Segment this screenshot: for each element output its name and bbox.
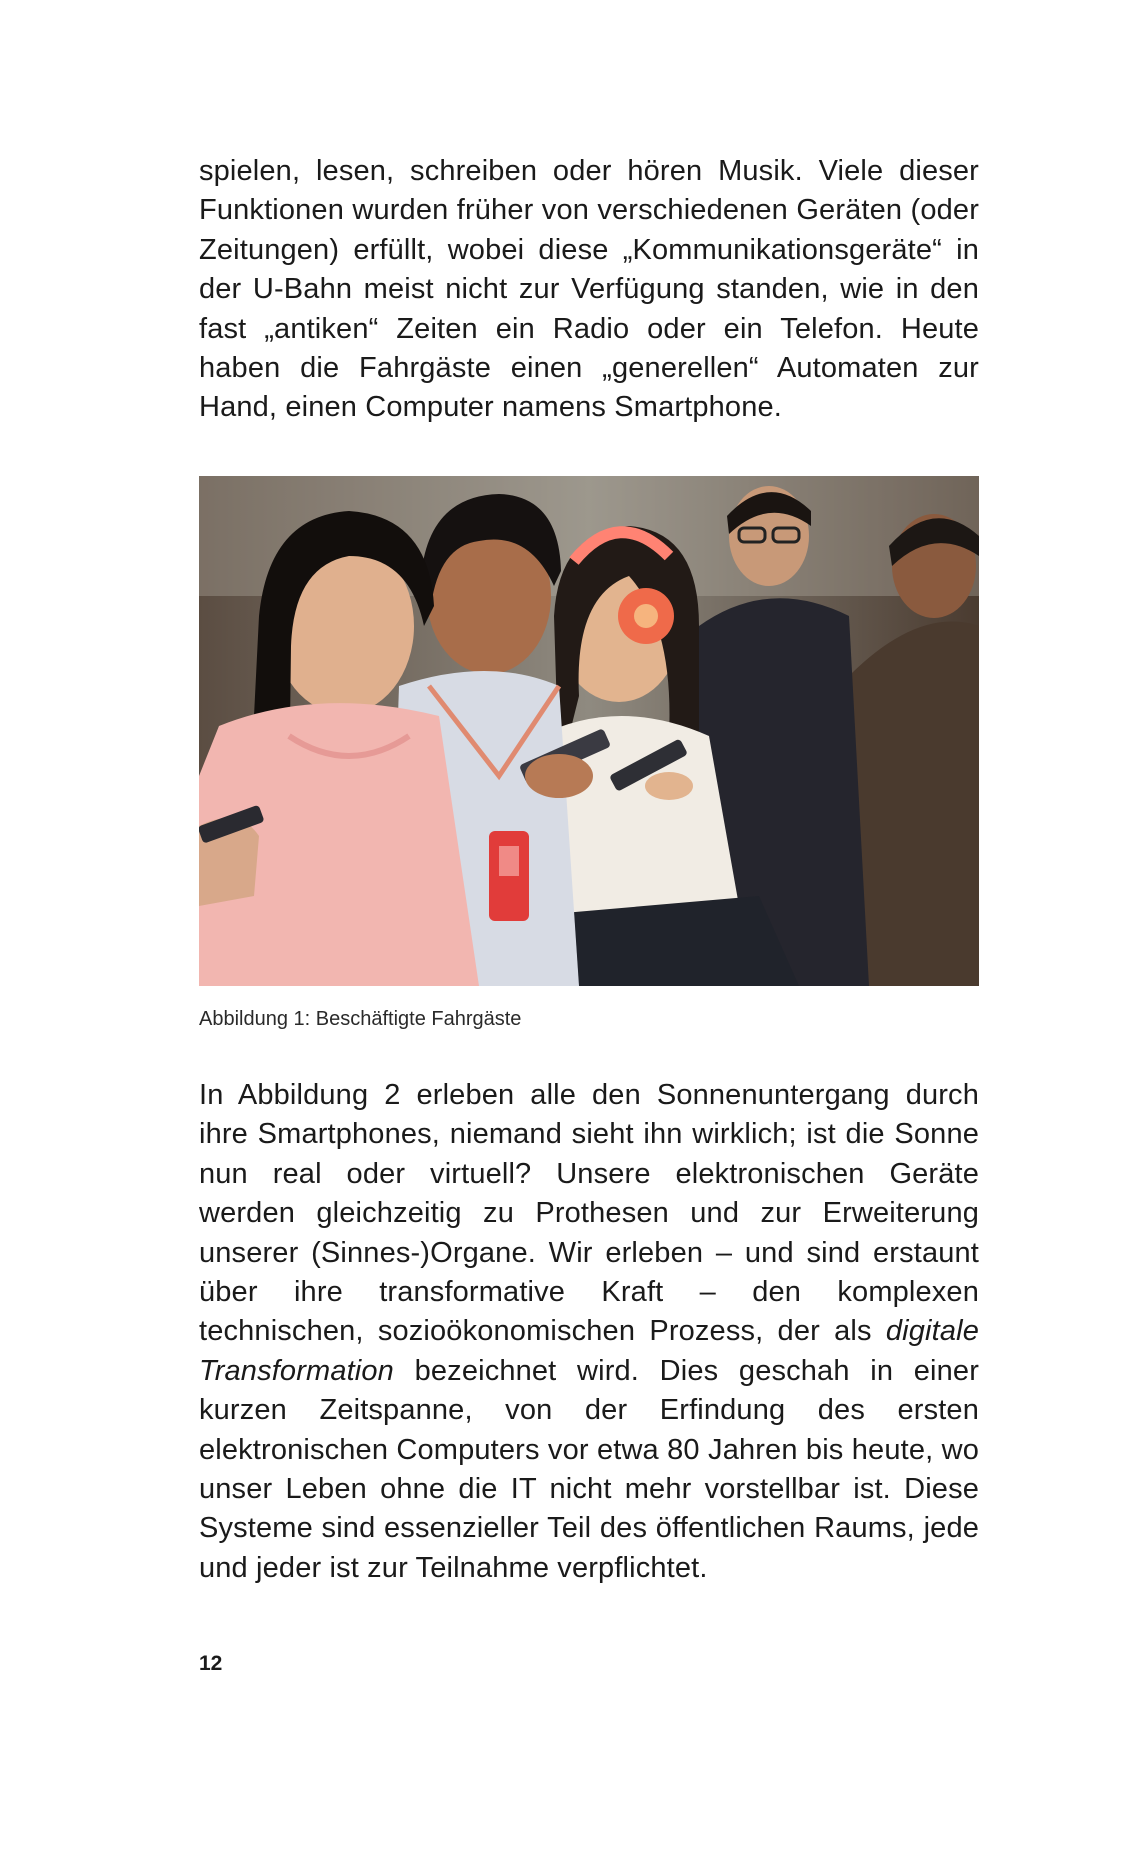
page-number: 12	[199, 1652, 223, 1675]
paragraph-2-text-start: In Abbildung 2 erleben alle den Sonnenuntergang durch ihre Smartphones, niemand sieht ihn wirklich; ist die Sonne nun real oder virtuell? Unsere elektronischen Geräte werden gleichzeitig zu Prothesen und zur Erweiterung unserer (Sinnes-)Organe. Wir erleben – und sind erstaunt über ihre transformative Kraft – den komplexen technischen, sozioökonomischen Prozess, der als	[199, 1079, 979, 1348]
body-paragraph-2	[199, 1076, 979, 1588]
paragraph-2-text-end: bezeichnet wird. Dies geschah in einer kurzen Zeitspanne, von der Erfindung des ersten elektronischen Computers vor etwa 80 Jahren bis heute, wo unser Leben ohne die IT nicht mehr vorstellbar ist. Diese Systeme sind essenzieller Teil des öffentlichen Raums, jede und jeder ist zur Teilnahme verpflichtet.	[199, 1354, 979, 1584]
paragraph-2-italic-term: digitale Transformation	[199, 1315, 979, 1387]
commuters-photo-illustration	[199, 476, 979, 986]
figure-caption: Abbildung 1: Beschäftigte Fahrgäste	[199, 1008, 522, 1030]
body-paragraph-1: spielen, lesen, schreiben oder hören Musik. Viele dieser Funktionen wurden früher von verschiedenen Geräten (oder Zeitungen) erfüllt, wobei diese „Kommunikationsgeräte“ in der U-Bahn meist nicht zur Verfügung standen, wie in den fast „antiken“ Zeiten ein Radio oder ein Telefon. Heute haben die Fahrgäste einen „generellen“ Automaten zur Hand, einen Computer namens Smartphone.	[199, 155, 979, 424]
figure-photo	[199, 476, 979, 986]
